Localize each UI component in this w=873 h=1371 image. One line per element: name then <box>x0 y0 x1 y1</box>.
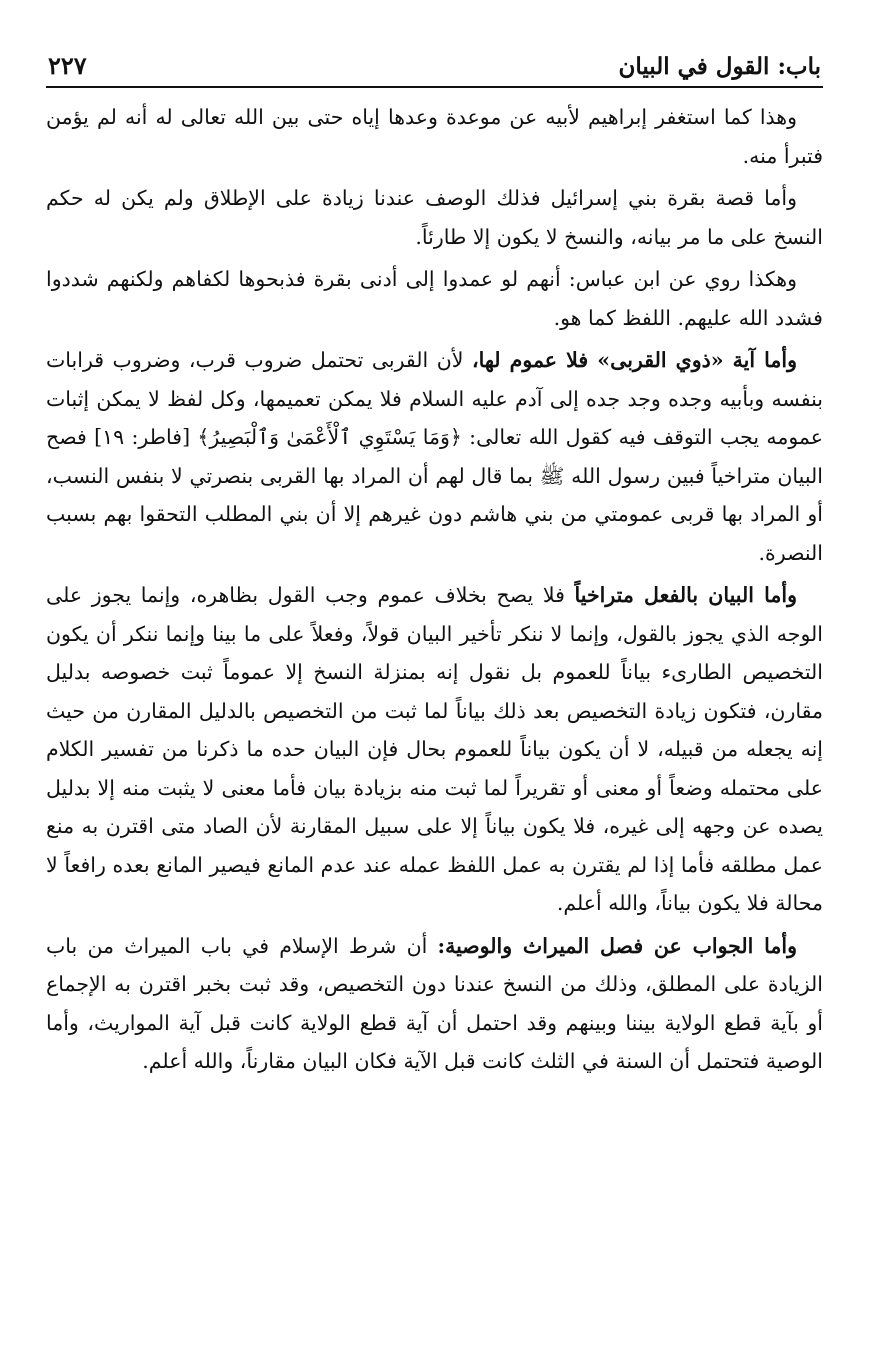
chapter-title: باب: القول في البيان <box>618 53 821 80</box>
paragraph <box>46 98 823 175</box>
paragraph <box>46 576 823 923</box>
paragraph-lead: وأما الجواب عن فصل الميراث والوصية: <box>437 933 797 958</box>
page-body <box>46 98 823 1081</box>
paragraph-text: لأن القربى تحتمل ضروب قرب، وضروب قرابات بنفسه وبأبيه وجده وجد جده إلى آدم عليه السلام فلا يمكن تعميمها، وكل لفظ لا يمكن إثبات عمومه يجب التوقف فيه كقول الله تعالى: ﴿وَمَا يَسْتَوِي ٱلْأَعْمَىٰ وَٱلْبَصِيرُ﴾ [فاطر: ١٩] فصح البيان متراخياً فبين رسول الله ﷺ بما قال لهم أن المراد بها القربى بنصرتي لا بنفس النسب، أو المراد بها قربى عمومتي من بني هاشم دون غيرهم إلا أن بني المطلب التحقوا بهم بسبب النصرة. <box>46 348 823 565</box>
paragraph-text: وهذا كما استغفر إبراهيم لأبيه عن موعدة وعدها إياه حتى بين الله تعالى له أنه لم يؤمن فتبرأ منه. <box>46 105 823 168</box>
page-header <box>46 36 823 88</box>
paragraph-text: وأما قصة بقرة بني إسرائيل فذلك الوصف عندنا زيادة على الإطلاق ولم يكن له حكم النسخ على ما مر بيانه، والنسخ لا يكون إلا طارئاً. <box>46 186 823 249</box>
paragraph-lead: وأما آية «ذوي القربى» فلا عموم لها، <box>471 348 797 372</box>
paragraph <box>46 179 823 256</box>
paragraph-text: أن شرط الإسلام في باب الميراث من باب الزيادة على المطلق، وذلك من النسخ عندنا دون التخصيص، وقد ثبت بخبر اقترن به الإجماع أو بآية قطع الولاية بيننا وبينهم وقد احتمل أن آية قطع الولاية كانت قبل آية المواريث، وأما الوصية فتحتمل أن السنة في الثلث كانت قبل الآية فكان البيان مقارناً، والله أعلم. <box>46 933 823 1073</box>
paragraph <box>46 341 823 572</box>
paragraph-text: وهكذا روي عن ابن عباس: أنهم لو عمدوا إلى أدنى بقرة فذبحوها لكفاهم ولكنهم شددوا فشدد الله عليهم. اللفظ كما هو. <box>46 267 823 330</box>
page-number: ٢٢٧ <box>48 51 87 80</box>
paragraph <box>46 927 823 1081</box>
paragraph <box>46 260 823 337</box>
paragraph-text: فلا يصح بخلاف عموم وجب القول بظاهره، وإنما يجوز على الوجه الذي يجوز بالقول، وإنما لا ننكر تأخير البيان قولاً، وفعلاً على ما بينا وإنما ننكر أن يكون التخصيص الطارىء بياناً للعموم بل نقول إنه بمنزلة النسخ إلا عموماً ثبت خصوصه بدليل مقارن، فتكون زيادة التخصيص بعد ذلك بياناً لما ثبت من التخصيص بالدليل المقارن من حيث إنه يجعله من قبيله، لا أن يكون بياناً للعموم بحال فإن البيان حده ما ذكرنا من تفسير الكلام على محتمله وضعاً أو معنى أو تقريراً لما ثبت منه بزيادة بيان فأما معنى لا يثبت منه إلا بدليل يصده عن وجهه إلى غيره، فلا يكون بياناً إلا على سبيل المقارنة لأن الصاد متى اقترن به منع عمل مطلقه فأما إذا لم يقترن به عمل اللفظ عمله عند عدم المانع فيصير المانع بعده رافعاً لا محالة فلا يكون بياناً، والله أعلم. <box>46 583 823 915</box>
paragraph-lead: وأما البيان بالفعل متراخياً <box>574 583 797 607</box>
